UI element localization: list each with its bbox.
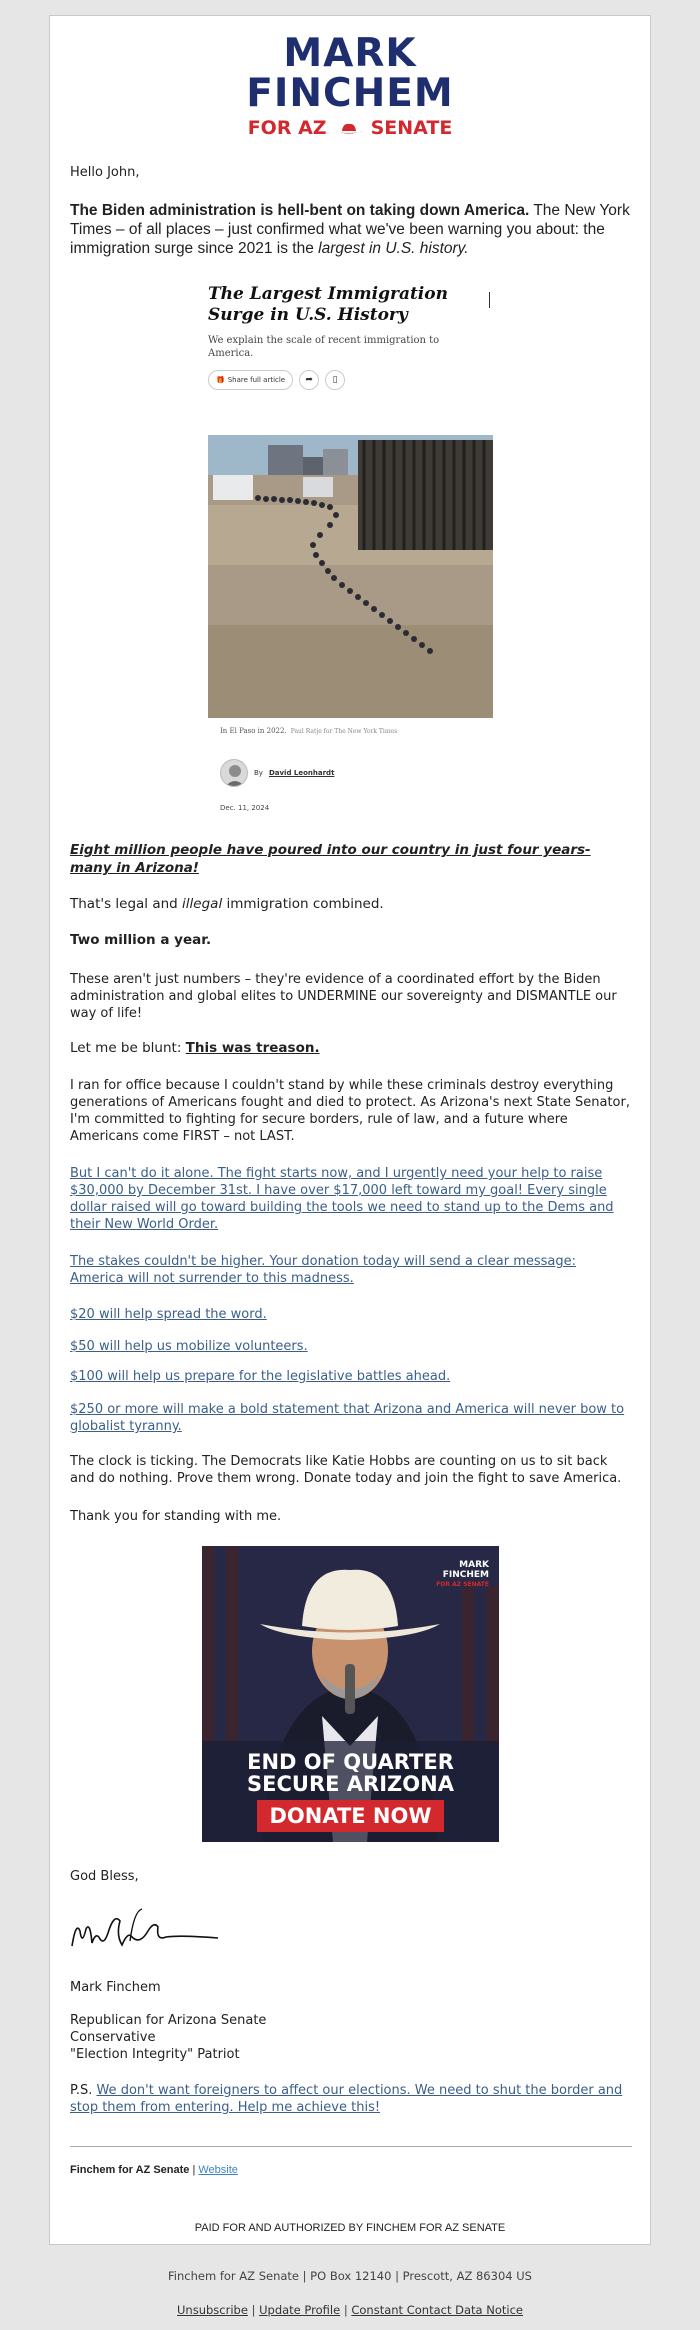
promo-mini-logo — [436, 1560, 489, 1590]
paragraph-two-million: Two million a year. — [70, 932, 212, 948]
donate-link-100[interactable]: $100 will help us prepare for the legislative battles ahead. — [70, 1369, 451, 1384]
cowboy-hat-icon — [333, 121, 365, 135]
signature-image — [70, 1901, 220, 1961]
update-profile-link[interactable]: Update Profile — [259, 2303, 341, 2317]
footer-org-line — [70, 2164, 238, 2176]
paragraph-not-just-numbers: These aren't just numbers – they're evidence of a coordinated effort by the Biden administration and global elites to UNDERMINE our sovereignty and DISMANTLE our way of life! — [70, 972, 617, 1021]
logo-senate: SENATE — [370, 117, 453, 139]
donate-now-button[interactable]: DONATE NOW — [257, 1800, 444, 1832]
postscript — [70, 2082, 630, 2116]
donate-link-20[interactable]: $20 will help spread the word. — [70, 1307, 267, 1322]
email-card — [49, 15, 651, 2245]
nyt-article-screenshot[interactable] — [208, 284, 493, 824]
p1-b: immigration combined. — [222, 896, 384, 912]
p1-a: That's legal and — [70, 896, 183, 912]
nyt-tools — [208, 370, 493, 390]
headline: Eight million people have poured into our country in just four years- many in Arizona! — [70, 842, 591, 876]
photo-caption — [220, 727, 397, 735]
promo-mini-1: MARK — [459, 1560, 489, 1570]
campaign-logo — [50, 31, 650, 140]
paragraph-treason — [70, 1040, 630, 1057]
promo-secure-arizona: SECURE ARIZONA — [247, 1772, 454, 1796]
p4-a: Let me be blunt: — [70, 1040, 186, 1056]
article-date: Dec. 11, 2024 — [220, 804, 270, 812]
donate-link-goal[interactable]: But I can't do it alone. The fight starts now, and I urgently need your help to raise $30,000 by December 31st. I have over $17,000 left toward my goal! Every single dollar raised will go toward building the tools we need to stand up to the Dems and their New World Order. — [70, 1166, 614, 1232]
website-link[interactable]: Website — [198, 2164, 238, 2176]
nyt-title: The Largest Immigration Surge in U.S. History — [208, 284, 448, 325]
nyt-dek: We explain the scale of recent immigration to America. — [208, 335, 440, 359]
data-notice-link[interactable]: Constant Contact Data Notice — [351, 2303, 523, 2317]
author-link[interactable]: David Leonhardt — [268, 769, 335, 777]
signer-titles — [70, 2012, 630, 2063]
logo-line-2: FINCHEM — [246, 71, 454, 116]
donate-link-250[interactable]: $250 or more will make a bold statement that Arizona and America will never bow to globalist tyranny. — [70, 1402, 625, 1434]
donate-link-stakes[interactable]: The stakes couldn't be higher. Your donation today will send a clear message: America will not surrender to this madness. — [70, 1254, 577, 1286]
promo-end-of-quarter: END OF QUARTER — [247, 1750, 454, 1774]
text-cursor — [489, 292, 490, 308]
mailing-address: Finchem for AZ Senate | PO Box 12140 | Prescott, AZ 86304 US — [168, 2269, 532, 2283]
ps-link[interactable]: We don't want foreigners to affect our elections. We need to shut the border and stop them from entering. Help me achieve this! — [70, 2083, 623, 2115]
lead-bold: The Biden administration is hell-bent on taking down America. — [70, 202, 530, 219]
footer-divider — [70, 2146, 632, 2147]
lead-paragraph — [70, 201, 630, 258]
footer-org: Finchem for AZ Senate — [70, 2164, 190, 2176]
paragraph-ran-for-office: I ran for office because I couldn't stand by while these criminals destroy everything generations of Americans fought and died to protect. As Arizona's next State Senator, I'm committed to fighting for secure borders, rule of law, and a future where Americans come FIRST – not LAST. — [70, 1078, 630, 1144]
paragraph-thank-you: Thank you for standing with me. — [70, 1509, 282, 1524]
share-full-article-button — [208, 370, 293, 390]
footer-sep: | — [189, 2164, 199, 2176]
title-2: Conservative — [70, 2030, 156, 2045]
lead-italic: largest in U.S. history. — [318, 240, 469, 257]
promo-mini-2: FINCHEM — [442, 1570, 489, 1580]
caption-text: In El Paso in 2022. — [220, 727, 287, 735]
byline — [220, 759, 334, 787]
pref-sep-1: | — [251, 2303, 260, 2317]
border-crossing-photo — [208, 435, 493, 718]
gift-icon: 🎁 — [216, 376, 225, 384]
title-1: Republican for Arizona Senate — [70, 2013, 267, 2028]
bookmark-icon: ▯ — [325, 370, 345, 390]
paragraph-clock-ticking: The clock is ticking. The Democrats like Katie Hobbs are counting on us to sit back and do nothing. Prove them wrong. Donate today and join the fight to save America. — [70, 1454, 622, 1486]
donate-promo-image[interactable] — [202, 1546, 499, 1842]
author-avatar — [220, 759, 248, 787]
signer-name: Mark Finchem — [70, 1980, 161, 1995]
author-portrait-icon — [221, 760, 248, 787]
promo-mini-3: FOR AZ SENATE — [436, 1581, 489, 1588]
share-icon: ➦ — [299, 370, 319, 390]
greeting: Hello John, — [70, 165, 140, 180]
byline-prefix: By — [254, 769, 263, 777]
closing: God Bless, — [70, 1869, 139, 1884]
share-label: Share full article — [227, 376, 286, 384]
p1-italic: illegal — [182, 896, 223, 912]
ps-prefix: P.S. — [70, 2083, 97, 2098]
email-preferences — [0, 2303, 700, 2317]
pref-sep-2: | — [343, 2303, 352, 2317]
logo-line-3 — [50, 116, 650, 140]
p4-bold: This was treason. — [185, 1040, 320, 1056]
paragraph-legal-illegal — [70, 896, 630, 913]
unsubscribe-link[interactable]: Unsubscribe — [177, 2303, 248, 2317]
donate-link-50[interactable]: $50 will help us mobilize volunteers. — [70, 1339, 308, 1354]
title-3: "Election Integrity" Patriot — [70, 2047, 240, 2062]
lead-text: The New York Times – of all places – just confirmed what we've been warning you about: the immigration surge since 2021 is the — [70, 202, 630, 257]
photo-credit: Paul Ratje for The New York Times — [290, 728, 398, 735]
logo-for-az: FOR AZ — [247, 117, 327, 139]
paid-for-disclaimer: PAID FOR AND AUTHORIZED BY FINCHEM FOR AZ SENATE — [194, 2222, 506, 2234]
logo-line-1: MARK — [283, 31, 417, 76]
promo-background — [202, 1546, 499, 1842]
